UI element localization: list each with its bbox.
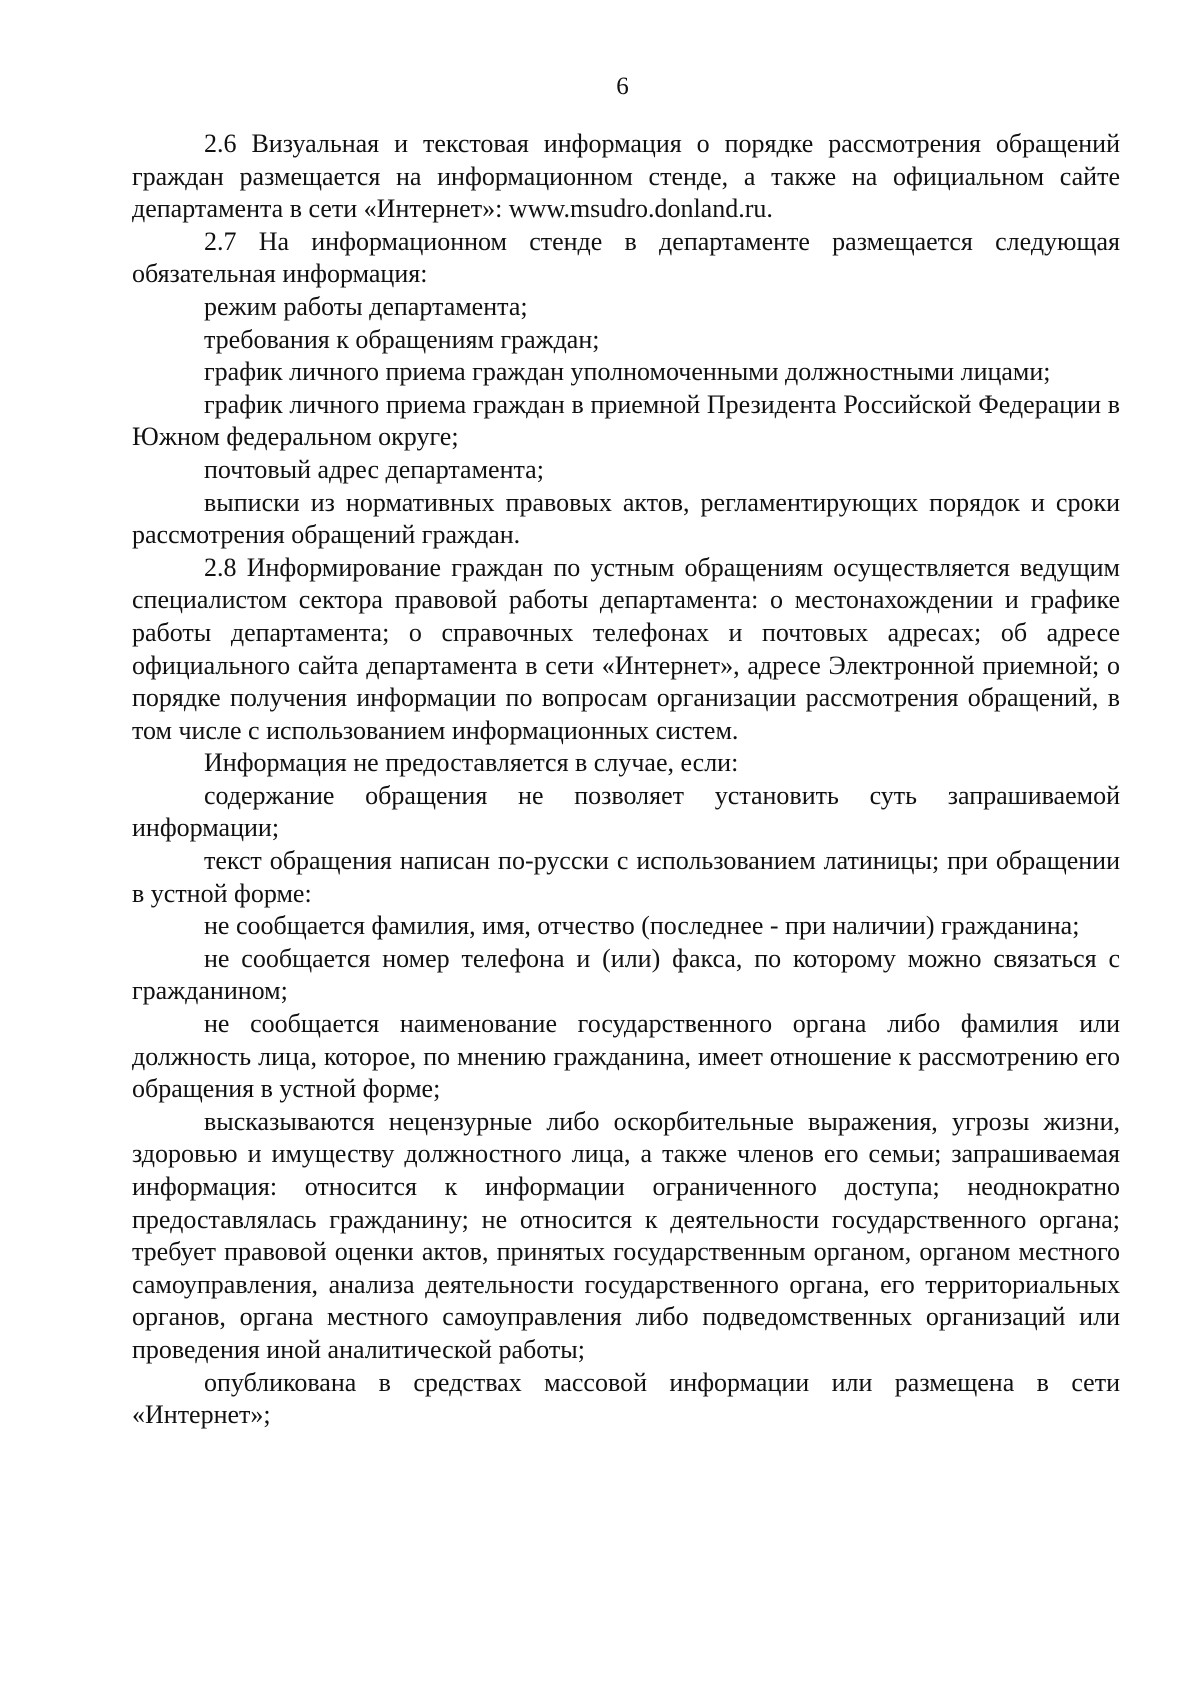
list-item-reception-schedule: график личного приема граждан уполномоченными должностными лицами; <box>204 357 1051 387</box>
list-item-work-mode: режим работы департамента; <box>204 291 528 321</box>
document-body <box>132 128 1120 1432</box>
list-item-published: опубликована в средствах массовой информации или размещена в сети «Интернет»; <box>132 1367 1120 1430</box>
list-item-offensive: высказываются нецензурные либо оскорбительные выражения, угрозы жизни, здоровью и имуществу должностного лица, а также членов его семьи; запрашиваемая информация: относится к информации ограниченного доступа; неоднократно предоставлялась гражданину; не относится к деятельности государственного органа; требует правовой оценки актов, принятых государственным органом, органом местного самоуправления, анализа деятельности государственного органа, его территориальных органов, органа местного самоуправления либо подведомственных организаций или проведения иной аналитической работы; <box>132 1106 1120 1364</box>
paragraph-2-8: 2.8 Информирование граждан по устным обращениям осуществляется ведущим специалистом сектора правовой работы департамента: о местонахождении и графике работы департамента; о справочных телефонах и почтовых адресах; об адресе официального сайта департамента в сети «Интернет», адресе Электронной приемной; о порядке получения информации по вопросам организации рассмотрения обращений, в том числе с использованием информационных систем. <box>132 552 1120 745</box>
list-item-postal-address: почтовый адрес департамента; <box>204 454 544 484</box>
list-item-latin-text: текст обращения написан по-русски с использованием латиницы; при обращении в устной форме: <box>132 846 1120 908</box>
list-item-legal-extracts: выписки из нормативных правовых актов, регламентирующих порядок и сроки рассмотрения обращений граждан. <box>132 487 1120 550</box>
list-item-no-phone: не сообщается номер телефона и (или) факса, по которому можно связаться с гражданином; <box>132 943 1120 1006</box>
paragraph-2-7: 2.7 На информационном стенде в департаменте размещается следующая обязательная информация: <box>132 226 1120 289</box>
list-item-president-reception: график личного приема граждан в приемной Президента Российской Федерации в Южном федеральном округе; <box>132 389 1120 452</box>
list-item-requirements: требования к обращениям граждан; <box>204 324 600 354</box>
page-number: 6 <box>616 73 629 100</box>
list-item-no-body-name: не сообщается наименование государственного органа либо фамилия или должность лица, которое, по мнению гражданина, имеет отношение к рассмотрению его обращения в устной форме; <box>132 1009 1120 1104</box>
paragraph-2-6: 2.6 Визуальная и текстовая информация о порядке рассмотрения обращений граждан размещается на информационном стенде, а также на официальном сайте департамента в сети «Интернет»: www.msudro.donland.ru. <box>132 129 1120 224</box>
list-item-no-name: не сообщается фамилия, имя, отчество (последнее - при наличии) гражданина; <box>204 911 1080 941</box>
paragraph-info-not-provided: Информация не предоставляется в случае, если: <box>204 748 739 778</box>
list-item-content: содержание обращения не позволяет установить суть запрашиваемой информации; <box>132 780 1120 843</box>
